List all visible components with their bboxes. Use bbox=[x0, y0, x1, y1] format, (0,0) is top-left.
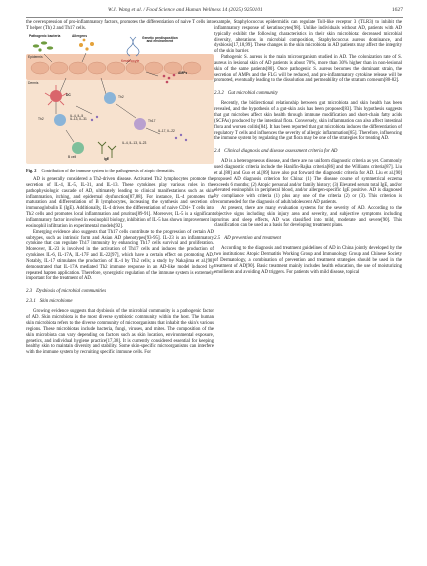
right-paragraph-1: example, Staphylococcus epidermidis can regulate Toll-like receptor 3 (TLR3) to inhibit the inflammatory response of keratinocytes[98]. Unlike individuals without AD, patients with AD typically exhibit the following characteristics in their skin microbiota: decreased microbial diversity, alterations in microbial composition, Staphylococcus aureus dominance, and dysbiosis[17,18,99]. These changes in the skin microbiota in AD patients may affect the integrity of the skin barrier. bbox=[214, 20, 402, 55]
right-column bbox=[214, 20, 402, 276]
right-paragraph-4: AD is a heterogeneous disease, and there are no uniform diagnostic criteria as yet. Commonly used diagnostic criteria include the Hanifin-Rajka criteria[86] and the Williams criteria[87]. Liu et al.[88] and Guo et al.[89] have also put forward the diagnostic criteria for AD. Liu et al.[90] proposed AD diagnosis criterion for China: (1) The disease course of symmetrical eczema exceeds 6 months; (2) Atopic personal and/or family history; (3) Elevated serum total IgE, and/or elevated eosinophils in peripheral blood, and/or allergen-specific IgE positive. AD is diagnosed by compliance with criteria (1) plus any one of the criteria (2) or (3). This criterion is recommended for the diagnosis of adult/adolescent AD patients. bbox=[214, 159, 402, 206]
running-head bbox=[0, 7, 427, 17]
th2-cell-left-icon bbox=[54, 114, 66, 126]
figure-caption-text: Contribution of the immune system to the pathogenesis of atopic dermatitis. bbox=[41, 167, 176, 173]
figure-caption bbox=[26, 168, 214, 173]
label-genetic: Genetic predisposition and environment bbox=[142, 35, 178, 44]
figure-caption-label: Fig. 2 bbox=[26, 167, 37, 173]
intro-paragraph: the overexpression of pro-inflammatory factors, promotes the differentiation of naive T cells into T helper (Th) 2 and Th17 cells. bbox=[26, 20, 214, 31]
header-rule bbox=[26, 17, 403, 18]
label-il4-il5: IL-4, IL-5 IL-13, IL-31 bbox=[70, 113, 87, 122]
left-column bbox=[26, 20, 214, 356]
label-th2-left: Th2 bbox=[38, 116, 44, 121]
section-2-3-heading: 2.3 Dysbiosis of microbial communities bbox=[26, 289, 107, 295]
right-paragraph-3: Recently, the bidirectional relationship between gut microbiota and skin health has been revealed, and the hypothesis of a gut-skin axis has been proposed[83]. This hypothesis suggests that gut microbes affect skin health through immune modification and short-chain fatty acids (SCFAs) produced by the intestinal flora. Conversely, skin inflammation can also affect intestinal flora and worsen colitis[84]. It has been reported that gut microbiota induces the differentiation of regulatory T cells and influences the severity of allergic inflammation[85]. Therefore, influencing the immune system by regulating the gut flora may be one of the strategies for treating AD. bbox=[214, 101, 402, 142]
pathogenic-bacteria-icon bbox=[33, 41, 53, 51]
th2-cell-icon bbox=[104, 92, 116, 104]
label-b-cell: B cell bbox=[68, 154, 77, 159]
section-2-3-1-heading: 2.3.1 Skin microbiome bbox=[26, 299, 73, 305]
section-2-3-2-heading: 2.3.2 Gut microbial community bbox=[214, 91, 278, 97]
left-paragraph-3: Growing evidence suggests that dysbiosis of the microbial community is a pathogenic factor of AD. Skin microbiota is the most diverse symbiotic community within the host. The human skin microbiota refers to the diverse community of microorganisms that inhabit the skin's various regions. These microbiotas include bacteria, fungi, viruses, and mites. The composition of the skin microbiota can vary depending on factors such as skin location, environmental exposure, genetics, and individual hygiene practice[17,38]. It is currently considered essential for keeping healthy skin to maintain diversity and stability. Some skin-specific microorganisms can interfere with the immune system by recruiting specific immune cells. For bbox=[26, 309, 214, 356]
page-number: 1627 bbox=[391, 7, 403, 13]
running-head-citation: W.J. Wang et al. / Food Science and Human Wellness 14 (2025) 9250101 bbox=[108, 7, 263, 13]
right-paragraph-2: Pathogenic S. aureus is the main microorganism studied in AD. The colonization rate of S. aureus in lesional skin of AD patients is about 70%, more than 30% higher than in non-lesional skin of the same patients[80]. Once pathogenic S. aureus becomes the dominant strain, the secretion of AMPs and the FLG will be reduced, and pro-inflammatory cytokine release will be promoted, eventually leading to the dissolution and permeability of the stratum corneum[80-82]. bbox=[214, 55, 402, 84]
immune-pathogenesis-diagram bbox=[26, 34, 214, 166]
th17-cell-icon bbox=[134, 118, 146, 130]
label-dermis: Dermis bbox=[28, 80, 39, 85]
label-il17: IL-17, IL-22 bbox=[158, 128, 175, 133]
label-th2: Th2 bbox=[118, 94, 124, 99]
label-allergens: Allergens bbox=[72, 33, 88, 38]
b-cell-icon bbox=[72, 142, 84, 154]
label-pathogenic-bacteria: Pathogenic bacteria bbox=[29, 33, 61, 38]
dna-icon bbox=[127, 37, 139, 56]
right-paragraph-5: At present, there are many evaluation systems for the severity of AD. According to the objective signs including skin injury area and severity, and subjective symptoms including pruritus and sleep effects, AD was classified into mild, moderate and severe[90]. This classification can be used as a basis for developing treatment plans. bbox=[214, 205, 402, 229]
left-paragraph-2: Emerging evidence also suggests that Th17 cells contribute to the progression of certain AD subtypes, such as intrinsic form and Asian AD phenotypes[93-95]. IL-23 is an inflammatory cytokine that can regulate Th17 immunity by enhancing Th17 cells survival and proliferation. Moreover, IL-23 is involved in the activation of Th17 cells and induces the production of cytokines IL-6, IL-17A, IL-17F and IL-22[97], which have a certain effect on promoting AD. Notably, IL-17 stimulates the production of IL-4 by Th2 cells; a study by Nakajima et al.[98] demonstrated that IL-17A mediated Th2 immune response in an AD-like model induced by repeated hapten application. Therefore, synergistic regulation of the immune system is extremely important for the treatment of AD. bbox=[26, 229, 214, 282]
left-paragraph-1: AD is generally considered a Th2-driven disease. Activated Th2 lymphocytes promote the secretion of IL-4, IL-5, IL-31, and IL-13. These cytokines play various roles in the pathophysiologic cascade of AD, ultimately leading to clinical manifestations such as skin inflammation, itching, and epidermal dysfunction[87,88]. For instance, IL-4 promotes the maturation and differentiation of B lymphocytes, increasing the synthesis and secretion of immunoglobulin E (IgE). Additionally, IL-4 drives the differentiation of naive CD4+ T cells into Th2 cells and promotes local inflammation and pruritus[89-91]. Moreover, IL-5 is a significant inflammatory factor involved in eosinophil biology, inhibition of IL-5 has shown improvement in eosinophil infiltration in experimental models[92]. bbox=[26, 177, 214, 229]
section-2-4-heading: 2.4 Clinical diagnosis and disease assessment criteria for AD bbox=[214, 149, 338, 155]
label-ige: IgE bbox=[104, 156, 110, 161]
right-paragraph-6: According to the diagnosis and treatment guidelines of AD in China jointly developed by the two institutions: Atopic Dermatitis Working Group and Immunology Group and Chinese Society of Dermatology, a combination of prevention and treatment strategies should be used in the treatment of AD[90]. Basic treatment mainly includes health education, the use of moisturizing emollients and avoiding AD triggers. For patients with mild disease, topical bbox=[214, 246, 402, 275]
label-dc: DC bbox=[66, 92, 71, 97]
figure-2 bbox=[26, 34, 214, 166]
label-th17: Th17 bbox=[148, 118, 156, 123]
section-2-5-heading: 2.5 AD prevention and treatment bbox=[214, 236, 281, 242]
label-keratinocyte: Keratinocyte bbox=[121, 58, 140, 63]
allergen-icon bbox=[79, 38, 94, 50]
label-epidermis: Epidermis bbox=[28, 54, 43, 59]
label-il23: IL-4, IL-13, IL-23 bbox=[122, 140, 147, 145]
label-amps: AMPs bbox=[178, 70, 188, 75]
